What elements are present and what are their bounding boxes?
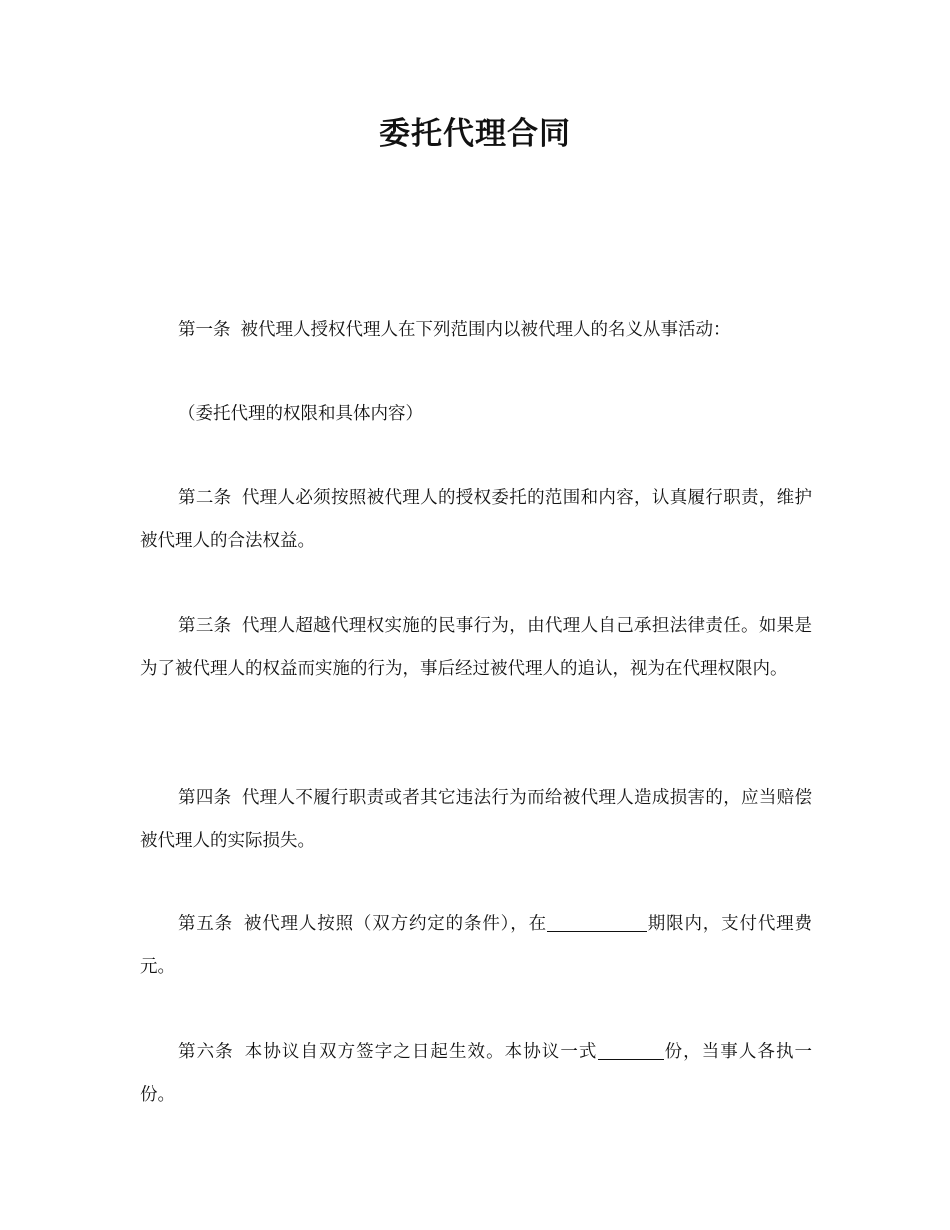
article-6 (140, 1031, 812, 1117)
article-3-text: 代理人超越代理权实施的民事行为，由代理人自己承担法律责任。如果是为了被代理人的权益而实施的行为，事后经过被代理人的追认，视为在代理权限内。 (140, 616, 813, 679)
article-1-scope-placeholder (140, 393, 812, 436)
article-2 (140, 477, 812, 563)
payment-period-blank[interactable] (547, 911, 647, 932)
article-6-text-before: 本协议自双方签字之日起生效。本协议一式 (243, 1042, 598, 1062)
article-1-label: 第一条 (178, 320, 231, 340)
article-5 (140, 903, 812, 989)
article-1-text: 被代理人授权代理人在下列范围内以被代理人的名义从事活动： (240, 320, 731, 340)
article-1 (140, 309, 812, 352)
article-4-text: 代理人不履行职责或者其它违法行为而给被代理人造成损害的，应当赔偿被代理人的实际损失。 (140, 788, 813, 851)
article-6-label: 第六条 (178, 1042, 234, 1062)
article-3-label: 第三条 (178, 616, 232, 636)
article-4-label: 第四条 (178, 788, 232, 808)
document-title: 委托代理合同 (379, 116, 571, 152)
scope-placeholder-text: （委托代理的权限和具体内容） (178, 404, 423, 424)
article-5-text-before: 被代理人按照（双方约定的条件），在 (243, 914, 547, 934)
article-5-label: 第五条 (178, 914, 234, 934)
article-2-text: 代理人必须按照被代理人的授权委托的范围和内容，认真履行职责，维护被代理人的合法权益。 (140, 488, 813, 551)
article-2-label: 第二条 (178, 488, 232, 508)
article-4 (140, 777, 812, 863)
article-5-text-after: 期限内，支付代理费元。 (140, 914, 813, 977)
copies-count-blank[interactable] (598, 1039, 664, 1060)
article-3 (140, 605, 812, 691)
article-6-text-after: 份，当事人各执一份。 (140, 1042, 813, 1105)
